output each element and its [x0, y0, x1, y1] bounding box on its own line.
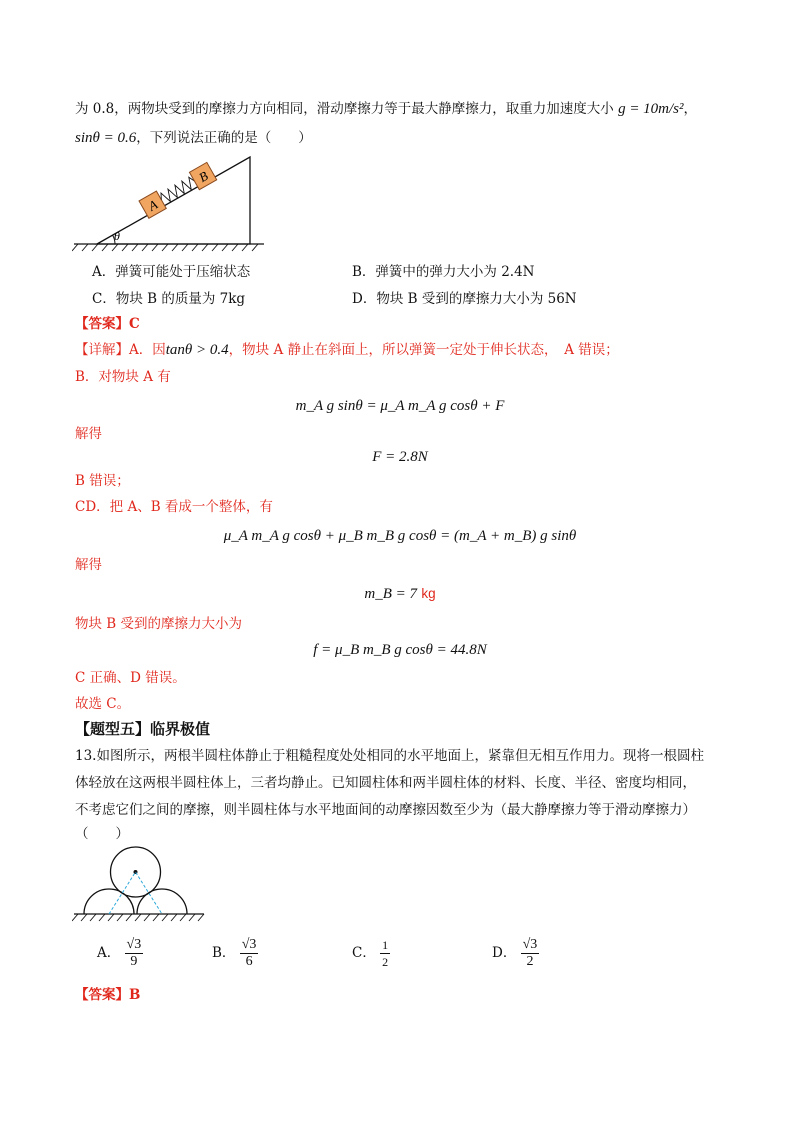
q12-equation-4 — [0, 584, 800, 604]
q12-stem-line2 — [75, 128, 312, 148]
q13-option-c-num: 1 — [382, 938, 389, 952]
q12-stem-comma: ， — [683, 101, 698, 117]
q13-cylinders-figure — [72, 840, 207, 925]
q13-answer — [75, 985, 140, 1005]
q13-option-a — [97, 934, 143, 972]
ground-hatch-2 — [72, 914, 204, 921]
q12-sin-value: sinθ = 0.6 — [75, 130, 137, 146]
q12-cd-result: C 正确、D 错误。 — [75, 670, 186, 686]
section-heading — [75, 719, 210, 739]
q12-detail-a-text2: ，物块 A 静止在斜面上，所以弹簧一定处于伸长状态， A 错误； — [228, 342, 619, 358]
q12-choose: 故选 C。 — [75, 696, 131, 712]
q12-option-b: B．弹簧中的弹力大小为 2.4N — [352, 264, 535, 280]
q13-option-d-label: D． — [492, 945, 517, 961]
q13-option-b-fraction — [240, 937, 259, 970]
q12-stem-text1: 为 0.8，两物块受到的摩擦力方向相同，滑动摩擦力等于最大静摩擦力，取重力加速度大小 — [75, 101, 614, 117]
block-a-label: A — [145, 196, 161, 214]
q13-option-a-label: A． — [97, 945, 121, 961]
q12-gravity-value: g = 10m/s² — [618, 101, 684, 117]
q12-stem-text2: ，下列说法正确的是（ ） — [136, 130, 312, 146]
q12-incline-figure — [72, 150, 267, 258]
q13-stem-line2: 体轻放在这两根半圆柱体上，三者均静止。已知圆柱体和两半圆柱体的材料、长度、半径、密度均相同， — [75, 775, 696, 791]
q12-answer-tag: 【答案】 — [75, 316, 129, 332]
spring — [158, 176, 197, 205]
q12-stem-line1 — [75, 99, 697, 119]
q13-option-b-num: √3 — [241, 937, 257, 952]
q12-equation-3: μ_A m_A g cosθ + μ_B m_B g cosθ = (m_A + m_B) g sinθ — [223, 528, 577, 544]
q13-option-c-den: 2 — [382, 955, 389, 969]
theta-label: θ — [114, 229, 120, 243]
q13-option-b-label: B． — [212, 945, 236, 961]
q13-option-a-num: √3 — [126, 937, 142, 952]
q13-answer-value: B — [129, 987, 141, 1003]
q13-stem-line4: （ ） — [75, 826, 129, 842]
q12-option-d: D．物块 B 受到的摩擦力大小为 56N — [352, 291, 577, 307]
q12-option-a: A．弹簧可能处于压缩状态 — [92, 264, 251, 280]
section-title: 临界极值 — [150, 720, 211, 738]
q13-answer-tag: 【答案】 — [75, 987, 129, 1003]
q12-tan-condition: tanθ > 0.4 — [165, 342, 229, 358]
q12-equation-1: m_A g sinθ = μ_A m_A g cosθ + F — [295, 398, 505, 414]
right-half-cylinder — [137, 889, 187, 914]
q12-answer — [75, 314, 140, 334]
q12-solve-1: 解得 — [75, 426, 102, 442]
q12-b-wrong: B 错误； — [75, 473, 130, 489]
q12-cd-intro: CD．把 A、B 看成一个整体，有 — [75, 499, 273, 515]
q13-stem-line1: 13.如图所示，两根半圆柱体静止于粗糙程度处处相同的水平地面上，紧靠但无相互作用力。现将一根圆柱 — [75, 748, 704, 764]
ground-hatch — [72, 244, 258, 251]
q13-option-c-label: C． — [352, 945, 376, 961]
block-b-label: B — [196, 167, 211, 185]
dashed-radius-lines — [109, 872, 162, 914]
q13-stem-line3: 不考虑它们之间的摩擦，则半圆柱体与水平地面间的动摩擦因数至少为（最大静摩擦力等于滑动摩擦力） — [75, 802, 696, 818]
q12-equation-2: F = 2.8N — [372, 449, 428, 465]
q13-option-d-num: √3 — [522, 937, 538, 952]
q12-detail-a-text1: A．因 — [129, 342, 166, 358]
q13-option-b-den: 6 — [240, 953, 259, 970]
q13-option-c-fraction — [380, 937, 390, 970]
q12-mb-value: m_B = 7 — [364, 586, 418, 602]
q13-option-b — [212, 934, 258, 972]
q12-mb-unit: kg — [421, 586, 436, 601]
left-half-cylinder — [84, 889, 134, 914]
q12-solve-2: 解得 — [75, 557, 102, 573]
q12-option-c: C．物块 B 的质量为 7kg — [92, 291, 246, 307]
incline-triangle — [97, 157, 250, 244]
q12-answer-value: C — [129, 316, 140, 332]
q12-detail-b: B．对物块 A 有 — [75, 369, 171, 385]
q13-option-d — [492, 934, 539, 972]
q13-option-d-den: 2 — [521, 953, 540, 970]
q12-detail-tag: 【详解】 — [75, 342, 129, 358]
q13-option-a-fraction — [125, 937, 144, 970]
q13-option-c — [352, 934, 390, 972]
q13-option-a-den: 9 — [125, 953, 144, 970]
section-tag: 【题型五】 — [75, 720, 151, 738]
q12-detail-a — [75, 340, 619, 360]
q13-option-d-fraction — [521, 937, 540, 970]
q12-friction-intro: 物块 B 受到的摩擦力大小为 — [75, 616, 243, 632]
q12-equation-5: f = μ_B m_B g cosθ = 44.8N — [313, 642, 487, 658]
